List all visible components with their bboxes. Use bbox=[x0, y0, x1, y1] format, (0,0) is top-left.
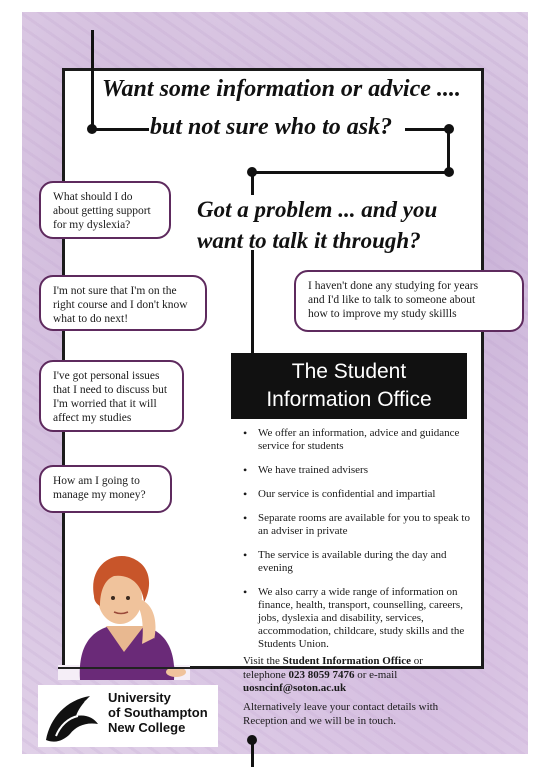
service-item: • We also carry a wide range of information on finance, health, transport, counselling, careers, jobs, dyslexia and disability, services, accommodation, childcare, study skills and the Students Union. bbox=[243, 586, 471, 651]
bubble-text: that I need to discuss but bbox=[53, 384, 168, 396]
contact-phone-label: telephone bbox=[243, 668, 289, 681]
contact-office-name: Student Information Office bbox=[282, 655, 411, 667]
office-title-line-1: The Student bbox=[291, 360, 407, 383]
heading-line-4: want to talk it through? bbox=[197, 228, 421, 253]
logo-line-2: of Southampton bbox=[108, 705, 208, 720]
logo-line-3: New College bbox=[108, 720, 186, 735]
service-item: • Our service is confidential and impartial bbox=[243, 488, 471, 501]
connector-dot bbox=[444, 167, 454, 177]
service-item: • The service is available during the day and evening bbox=[243, 549, 471, 575]
connector-line bbox=[91, 128, 149, 131]
connector-line bbox=[251, 250, 254, 365]
bubble-text: right course and I don't know bbox=[53, 299, 188, 311]
student-illustration bbox=[58, 540, 190, 680]
alt-line-2: Reception and we will be in touch. bbox=[243, 714, 397, 727]
bubble-text: manage my money? bbox=[53, 489, 146, 501]
contact-phone: 023 8059 7476 bbox=[288, 668, 355, 681]
contact-or: or bbox=[411, 655, 423, 667]
bubble-text: I haven't done any studying for years bbox=[308, 280, 479, 292]
contact-email: uosncinf@soton.ac.uk bbox=[243, 682, 347, 694]
bubble-course bbox=[39, 275, 207, 331]
bubble-text: for my dyslexia? bbox=[53, 219, 131, 231]
service-list bbox=[243, 427, 471, 662]
bubble-text: What should I do bbox=[53, 191, 133, 203]
heading-line-2: but not sure who to ask? bbox=[150, 114, 393, 140]
service-item: • Separate rooms are available for you to speak to an adviser in private bbox=[243, 512, 471, 538]
bubble-text: How am I going to bbox=[53, 475, 140, 487]
alt-line-1: Alternatively leave your contact details with bbox=[243, 701, 439, 713]
bubble-text: what to do next! bbox=[53, 313, 129, 325]
contact-visit: Visit the bbox=[243, 655, 283, 667]
service-item: • We offer an information, advice and guidance service for students bbox=[243, 427, 471, 453]
bubble-text: affect my studies bbox=[53, 412, 132, 424]
connector-line bbox=[251, 171, 254, 195]
bubble-text: I've got personal issues bbox=[53, 370, 160, 382]
university-name bbox=[108, 690, 208, 735]
bubble-text: and I'd like to talk to someone about bbox=[308, 294, 476, 306]
contact-details bbox=[243, 655, 423, 696]
bubble-text: I'm worried that it will bbox=[53, 398, 157, 410]
heading-line-1: Want some information or advice .... bbox=[102, 76, 461, 102]
connector-line bbox=[91, 30, 94, 130]
bubble-text: about getting support bbox=[53, 205, 151, 217]
connector-line bbox=[405, 128, 449, 131]
bubble-studying bbox=[294, 270, 524, 332]
service-item: • We have trained advisers bbox=[243, 464, 471, 477]
connector-dot bbox=[87, 124, 97, 134]
heading-line-3: Got a problem ... and you bbox=[197, 197, 438, 222]
bubble-money bbox=[39, 465, 172, 513]
dolphin-logo-icon bbox=[42, 690, 102, 746]
bubble-dyslexia bbox=[39, 181, 171, 239]
alternative-contact bbox=[243, 701, 438, 728]
office-title-box bbox=[231, 353, 467, 419]
bubble-personal bbox=[39, 360, 184, 432]
bubble-text: I'm not sure that I'm on the bbox=[53, 285, 177, 297]
office-title-line-2: Information Office bbox=[266, 388, 432, 411]
connector-line bbox=[251, 171, 450, 174]
contact-email-label: or e-mail bbox=[354, 668, 398, 681]
logo-line-1: University bbox=[108, 690, 171, 705]
bubble-text: how to improve my study skillls bbox=[308, 308, 457, 320]
connector-dot bbox=[247, 735, 257, 745]
